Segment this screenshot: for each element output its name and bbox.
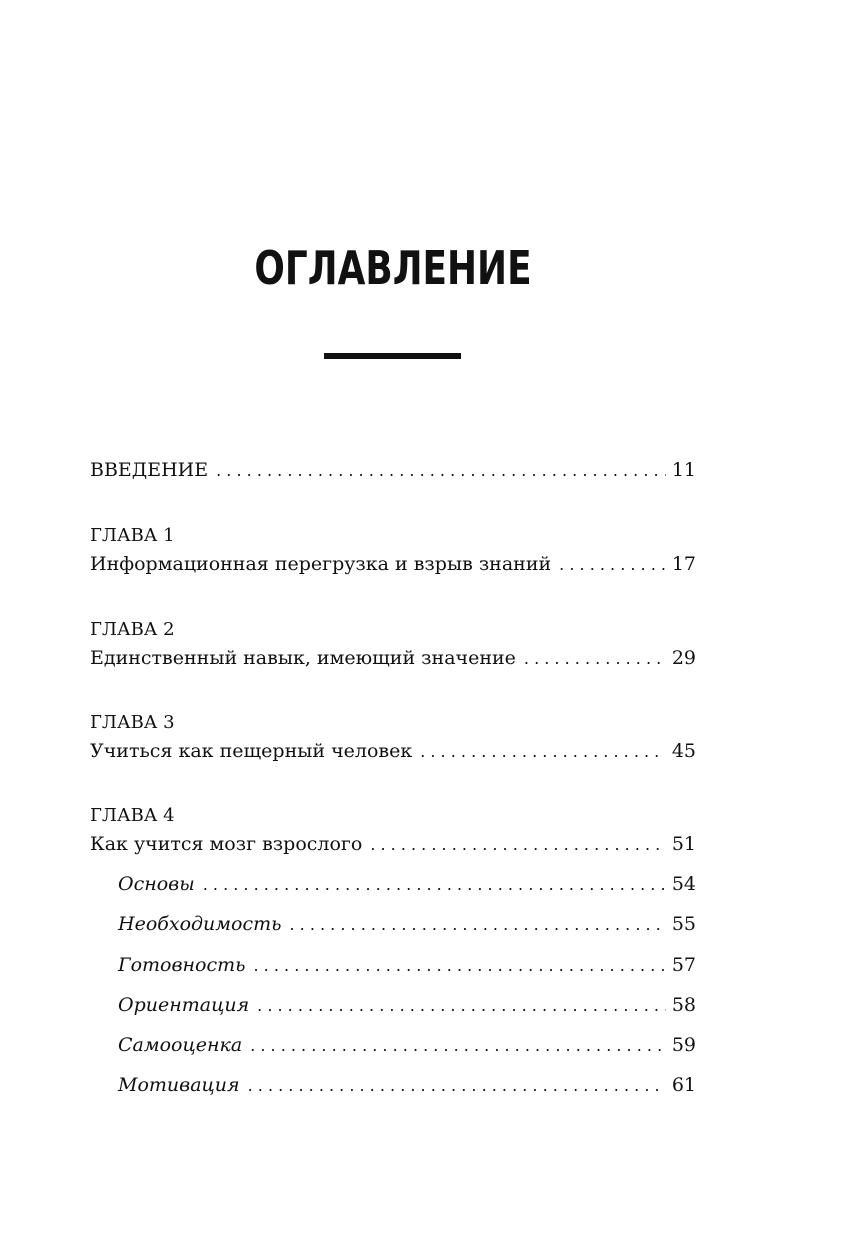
dot-leader (248, 1073, 666, 1099)
table-of-contents (90, 0, 696, 1240)
toc-page-number: 45 (671, 740, 696, 762)
dot-leader (257, 993, 666, 1019)
chapter-label-4: ГЛАВА 4 (90, 805, 175, 826)
dot-leader (370, 832, 666, 858)
chapter-label-1: ГЛАВА 1 (90, 525, 175, 546)
toc-entry-title: ВВЕДЕНИЕ (90, 459, 209, 481)
toc-page-number: 51 (671, 833, 696, 855)
toc-subentry-necessity[interactable] (118, 911, 696, 937)
toc-subentry-readiness[interactable] (118, 952, 696, 978)
toc-page-number: 57 (671, 954, 696, 976)
page-title: ОГЛАВЛЕНИЕ (254, 241, 532, 295)
dot-leader (250, 1033, 666, 1059)
toc-page-number: 17 (671, 553, 696, 575)
dot-leader (524, 646, 666, 672)
toc-entry-chapter-2[interactable] (90, 645, 696, 671)
toc-entry-chapter-3[interactable] (90, 738, 696, 764)
toc-page-number: 55 (671, 913, 696, 935)
toc-page-number: 58 (671, 994, 696, 1016)
toc-subentry-title: Ориентация (118, 994, 250, 1016)
dot-leader (203, 872, 666, 898)
toc-subentry-motivation[interactable] (118, 1072, 696, 1098)
toc-subentry-title: Мотивация (118, 1074, 240, 1096)
toc-entry-title: Как учится мозг взрослого (90, 833, 363, 855)
chapter-label-2: ГЛАВА 2 (90, 619, 175, 640)
dot-leader (420, 739, 666, 765)
toc-entry-title: Информационная перегрузка и взрыв знаний (90, 553, 552, 575)
toc-subentry-basics[interactable] (118, 871, 696, 897)
toc-page-number: 59 (671, 1034, 696, 1056)
dot-leader (289, 912, 666, 938)
dot-leader (559, 552, 666, 578)
toc-entry-introduction[interactable] (90, 457, 696, 483)
toc-entry-chapter-4[interactable] (90, 831, 696, 857)
toc-subentry-title: Основы (118, 873, 195, 895)
toc-entry-title: Учиться как пещерный человек (90, 740, 413, 762)
toc-page-number: 29 (671, 647, 696, 669)
toc-subentry-self-esteem[interactable] (118, 1032, 696, 1058)
toc-page-number: 61 (671, 1074, 696, 1096)
toc-subentry-title: Необходимость (118, 913, 282, 935)
toc-page-number: 11 (671, 459, 696, 481)
dot-leader (216, 458, 666, 484)
chapter-label-3: ГЛАВА 3 (90, 712, 175, 733)
toc-subentry-title: Самооценка (118, 1034, 243, 1056)
toc-entry-chapter-1[interactable] (90, 551, 696, 577)
toc-subentry-orientation[interactable] (118, 992, 696, 1018)
toc-page-number: 54 (671, 873, 696, 895)
toc-subentry-title: Готовность (118, 954, 246, 976)
dot-leader (254, 953, 667, 979)
toc-entry-title: Единственный навык, имеющий значение (90, 647, 516, 669)
